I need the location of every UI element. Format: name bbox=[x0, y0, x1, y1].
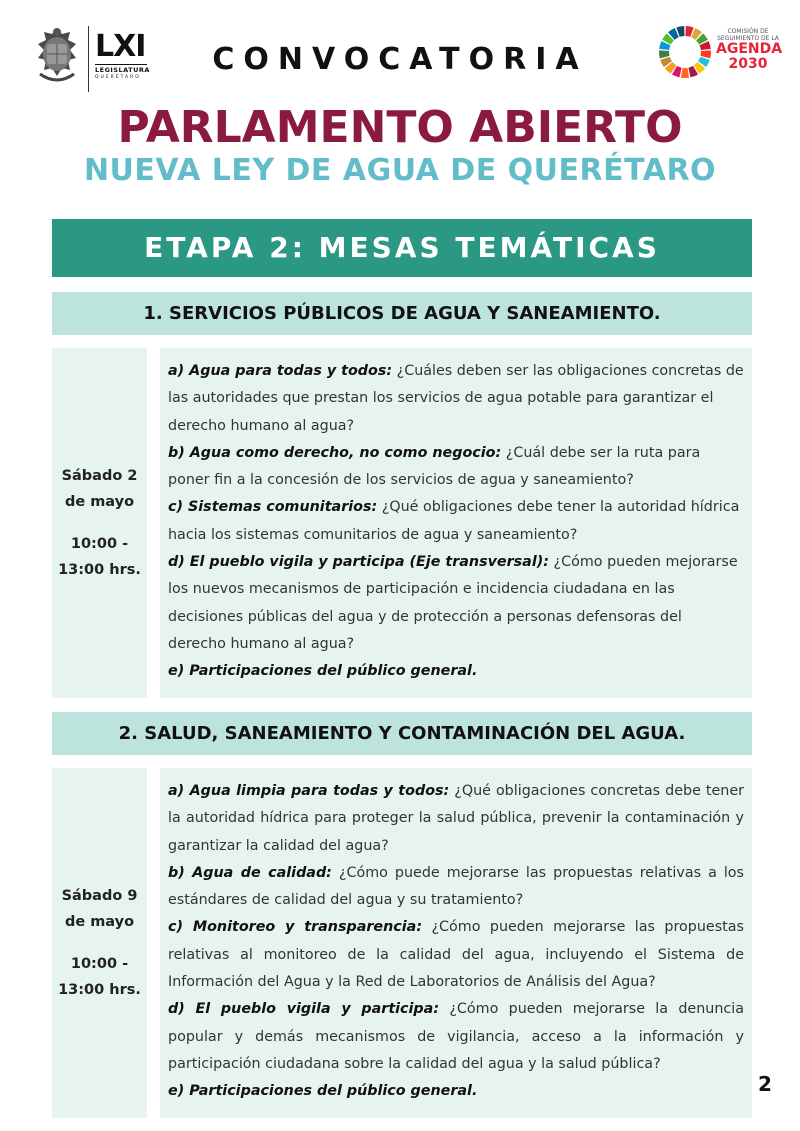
section-heading: 1. SERVICIOS PÚBLICOS DE AGUA Y SANEAMIENTO. bbox=[52, 292, 752, 335]
topic-label: d) El pueblo vigila y participa: bbox=[168, 1001, 440, 1018]
agenda-year-text: 2030 bbox=[728, 56, 768, 72]
section-content bbox=[160, 768, 752, 1118]
lxi-logo bbox=[95, 29, 155, 80]
topic-text: ¿Cuál debe ser la ruta para poner fin a la concesión de los servicios de agua y saneamiento? bbox=[168, 444, 701, 489]
topic-item bbox=[168, 658, 744, 685]
section-time-start: 10:00 - bbox=[70, 956, 129, 972]
topic-item bbox=[168, 358, 744, 440]
header bbox=[0, 0, 800, 110]
sdg-wheel-icon bbox=[658, 25, 712, 79]
lxi-logo-sub: LEGISLATURA bbox=[95, 66, 150, 74]
topic-text: ¿Cómo pueden mejorarse la denuncia popular y demás mecanismos de vigilancia, acceso a la información y participación ciudadana sobre la calidad del agua y la salud pública? bbox=[168, 1001, 744, 1072]
queretaro-seal-icon bbox=[32, 24, 82, 90]
section-date-month: de mayo bbox=[64, 914, 135, 930]
main-title: PARLAMENTO ABIERTO bbox=[117, 102, 683, 153]
topic-label: d) El pueblo vigila y participa (Eje transversal): bbox=[168, 554, 549, 571]
topic-text: ¿Qué obligaciones debe tener la autoridad hídrica hacia los sistemas comunitarios de agua y saneamiento? bbox=[168, 499, 740, 543]
topic-label: e) Participaciones del público general. bbox=[168, 663, 478, 680]
topic-item bbox=[168, 860, 744, 915]
topic-label: c) Monitoreo y transparencia: bbox=[168, 919, 423, 936]
main-subtitle: NUEVA LEY DE AGUA DE QUERÉTARO bbox=[83, 153, 717, 188]
topic-label: a) Agua limpia para todas y todos: bbox=[168, 783, 450, 799]
stage-banner: ETAPA 2: MESAS TEMÁTICAS bbox=[52, 219, 752, 277]
topic-item bbox=[168, 1078, 744, 1105]
topic-label: c) Sistemas comunitarios: bbox=[168, 499, 378, 516]
topic-text: ¿Cómo pueden mejorarse las propuestas relativas al monitoreo de la calidad del agua, incluyendo el Sistema de Información del Agua y la Red de Laboratorios de Análisis del Agua? bbox=[168, 919, 744, 991]
topic-item bbox=[168, 440, 744, 495]
topic-text: ¿Qué obligaciones concretas debe tener la autoridad hídrica para proteger la salud pública, prevenir la contaminación y garantizar la calidad del agua? bbox=[168, 783, 744, 854]
agenda-2030-logo bbox=[716, 28, 783, 72]
topic-label: a) Agua para todas y todos: bbox=[168, 363, 393, 379]
lxi-logo-main: LXI bbox=[95, 29, 146, 64]
sdg-wheel-segment bbox=[681, 68, 689, 78]
topic-item bbox=[168, 778, 744, 860]
section-date-box bbox=[52, 768, 147, 1118]
topic-item bbox=[168, 549, 744, 658]
section-date: Sábado 9 bbox=[61, 888, 138, 904]
topic-item bbox=[168, 494, 744, 549]
convocatoria-heading: CONVOCATORIA bbox=[212, 42, 588, 77]
topic-text: ¿Cuáles deben ser las obligaciones concretas de las autoridades que prestan los servicios de agua potable para garantizar el derecho humano al agua? bbox=[168, 363, 744, 434]
section-time-end: 13:00 hrs. bbox=[58, 562, 141, 578]
section-date-month: de mayo bbox=[64, 494, 135, 510]
section-date-box bbox=[52, 348, 147, 698]
topic-label: b) Agua como derecho, no como negocio: bbox=[168, 444, 502, 461]
topic-item bbox=[168, 996, 744, 1078]
header-divider bbox=[88, 26, 89, 92]
section-heading: 2. SALUD, SANEAMIENTO Y CONTAMINACIÓN DEL AGUA. bbox=[52, 712, 752, 755]
topic-text: ¿Cómo puede mejorarse las propuestas relativas a los estándares de calidad del agua y su tratamiento? bbox=[168, 864, 745, 909]
lxi-logo-sub2: QUERÉTARO bbox=[95, 75, 141, 80]
page-number: 2 bbox=[758, 1072, 772, 1096]
topic-label: b) Agua de calidad: bbox=[168, 864, 332, 881]
agenda-big-text: AGENDA bbox=[716, 41, 783, 57]
sdg-wheel-segment bbox=[659, 50, 669, 58]
section-time-end: 13:00 hrs. bbox=[58, 982, 141, 998]
topic-text: ¿Cómo pueden mejorarse los nuevos mecanismos de participación e incidencia ciudadana en las decisiones públicas del agua y de protección a personas defensoras del derecho humano al agua? bbox=[168, 554, 738, 652]
section-date: Sábado 2 bbox=[61, 468, 138, 484]
sdg-wheel-segment bbox=[701, 50, 711, 58]
topic-item bbox=[168, 914, 744, 996]
topic-label: e) Participaciones del público general. bbox=[168, 1083, 478, 1100]
section-content bbox=[160, 348, 752, 698]
section-time-start: 10:00 - bbox=[70, 536, 129, 552]
agenda-small-text: COMISIÓN DE SEGUIMIENTO DE LA bbox=[717, 28, 779, 42]
